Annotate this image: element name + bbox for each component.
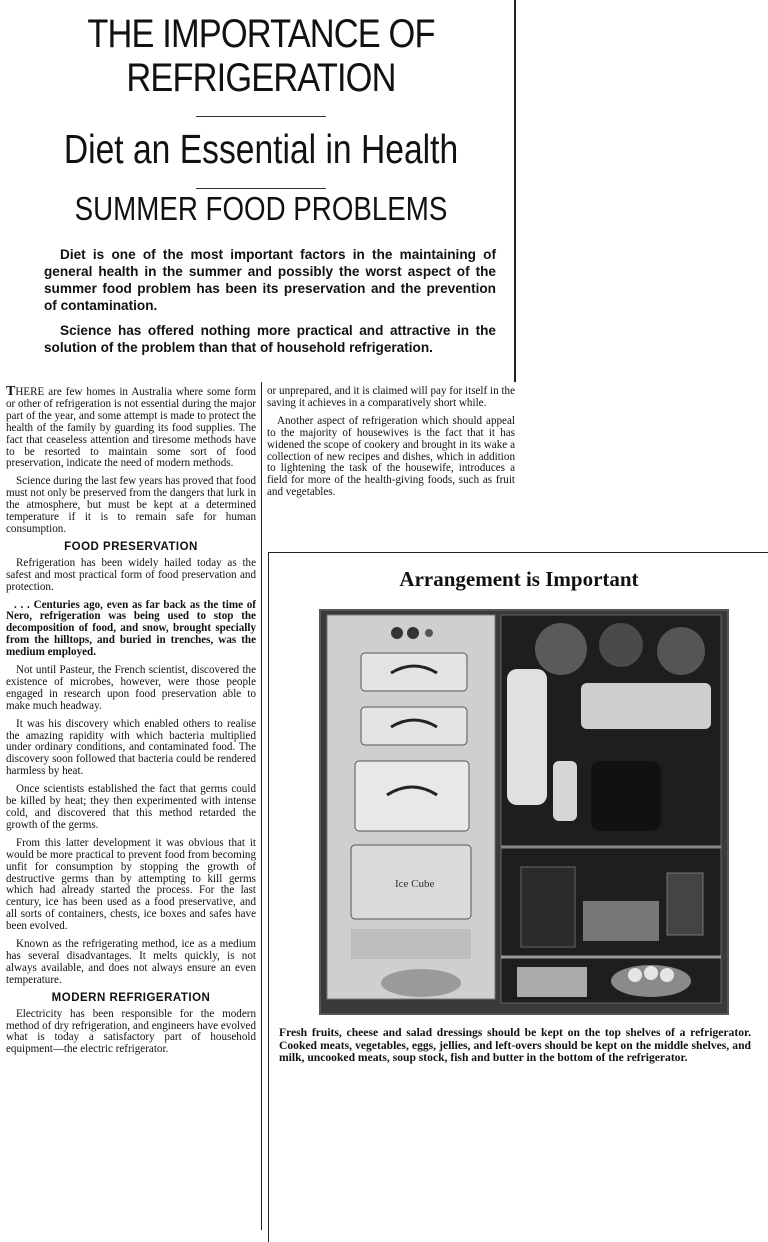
subhead-modern-refrigeration: MODERN REFRIGERATION [51, 991, 211, 1004]
headline-separator-1 [196, 116, 326, 117]
article-paragraph: Known as the refrigerating method, ice as a medium has several disadvantages. It melts quickly, is not always available, and does not always ensure an even temperature. [6, 938, 256, 986]
picture-box [268, 552, 768, 1242]
article-column-1 [6, 386, 256, 1062]
refrigerator-photo [319, 609, 729, 1015]
lead-paragraph-2: Science has offered nothing more practical and attractive in the solution of the problem than that of household refrigeration. [44, 323, 496, 355]
column-rule-right [514, 0, 516, 382]
door-label: Ice Cube [395, 878, 435, 890]
paragraph-text: HERE are few homes in Australia where some form or other of refrigeration is not essential during the major part of the year, and some attempt is made to protect the health of the family by guarding its food supplies. The fact that ceaseless attention and tiresome methods have to be resorted to maintain some sort of food preservation, indicate the need of modern methods. [6, 386, 256, 470]
refrigerator-illustration [321, 611, 727, 1013]
photo-caption: Fresh fruits, cheese and salad dressings should be kept on the top shelves of a refrigerator. Cooked meats, vegetables, eggs, jellies, and left-overs should be kept on the middle shelves, and milk, uncooked meats, soup stock, fish and butter in the bottom of the refrigerator. [279, 1026, 751, 1064]
lead-paragraph-1: Diet is one of the most important factors in the maintaining of general health in the summer and possibly the worst aspect of the summer food problem has been its preservation and the prevention of contamination. [44, 247, 496, 313]
headline-separator-2 [196, 188, 326, 189]
article-column-2 [267, 386, 515, 505]
article-paragraph: Refrigeration has been widely hailed today as the safest and most practical form of food preservation and protection. [6, 556, 256, 593]
lead-paragraphs [44, 246, 496, 364]
article-paragraph: Science during the last few years has proved that food must not only be preserved from the dangers that lurk in the atmosphere, but must be kept at a determined temperature if it is to remain safe for human consumption. [6, 475, 256, 535]
column-rule-middle [261, 382, 262, 1230]
picture-box-title: Arrangement is Important [399, 567, 639, 591]
headline-line2: REFRIGERATION [126, 56, 396, 100]
article-paragraph: Not until Pasteur, the French scientist, discovered the existence of microbes, however, were those people engaged in research upon food preservation able to make much headway. [6, 664, 256, 712]
article-paragraph: Electricity has been responsible for the modern method of dry refrigeration, and engineers have evolved what is today a satisfactory part of household equipment—the electric refrigerator. [6, 1007, 256, 1056]
article-paragraph: or unprepared, and it is claimed will pay for itself in the saving it achieves in a comparatively short while. [267, 385, 515, 409]
article-paragraph [6, 386, 256, 470]
subhead-food-preservation: FOOD PRESERVATION [64, 540, 198, 553]
article-paragraph: It was his discovery which enabled others to realise the amazing rapidity with which bacteria multiplied under ordinary conditions, and contaminated food. The discovery soon followed that bacteria could be rendered harmless by heat. [6, 717, 256, 778]
headline-line1: THE IMPORTANCE OF [87, 12, 435, 56]
article-paragraph: From this latter development it was obvious that it would be more practical to prevent food from becoming unfit for consumption by stopping the growth of destructive germs than by attempting to kill germs which had already started the process. For the last century, ice has been used as a food preservative, and all sorts of containers, chests, ice boxes and safes have been evolved. [6, 836, 256, 933]
drop-cap: T [6, 384, 16, 399]
article-paragraph-bold: . . . Centuries ago, even as far back as the time of Nero, refrigeration was being used to stop the decomposition of food, and snow, brought specially from the hilltops, and buried in trenches, was the medium employed. [6, 598, 256, 659]
deck-summer: SUMMER FOOD PROBLEMS [74, 190, 448, 227]
article-paragraph: Once scientists established the fact that germs could be killed by heat; they then experimented with intense cold, and discovered that this method retarded the growth of the germs. [6, 783, 256, 831]
article-paragraph: Another aspect of refrigeration which should appeal to the majority of housewives is the fact that it has widened the scope of cookery and brought in its wake a collection of new recipes and dishes, which in addition to lightening the task of the housewife, introduces a field for more of the health-giving foods, such as fruit and vegetables. [267, 414, 515, 499]
deck-diet: Diet an Essential in Health [63, 126, 459, 172]
